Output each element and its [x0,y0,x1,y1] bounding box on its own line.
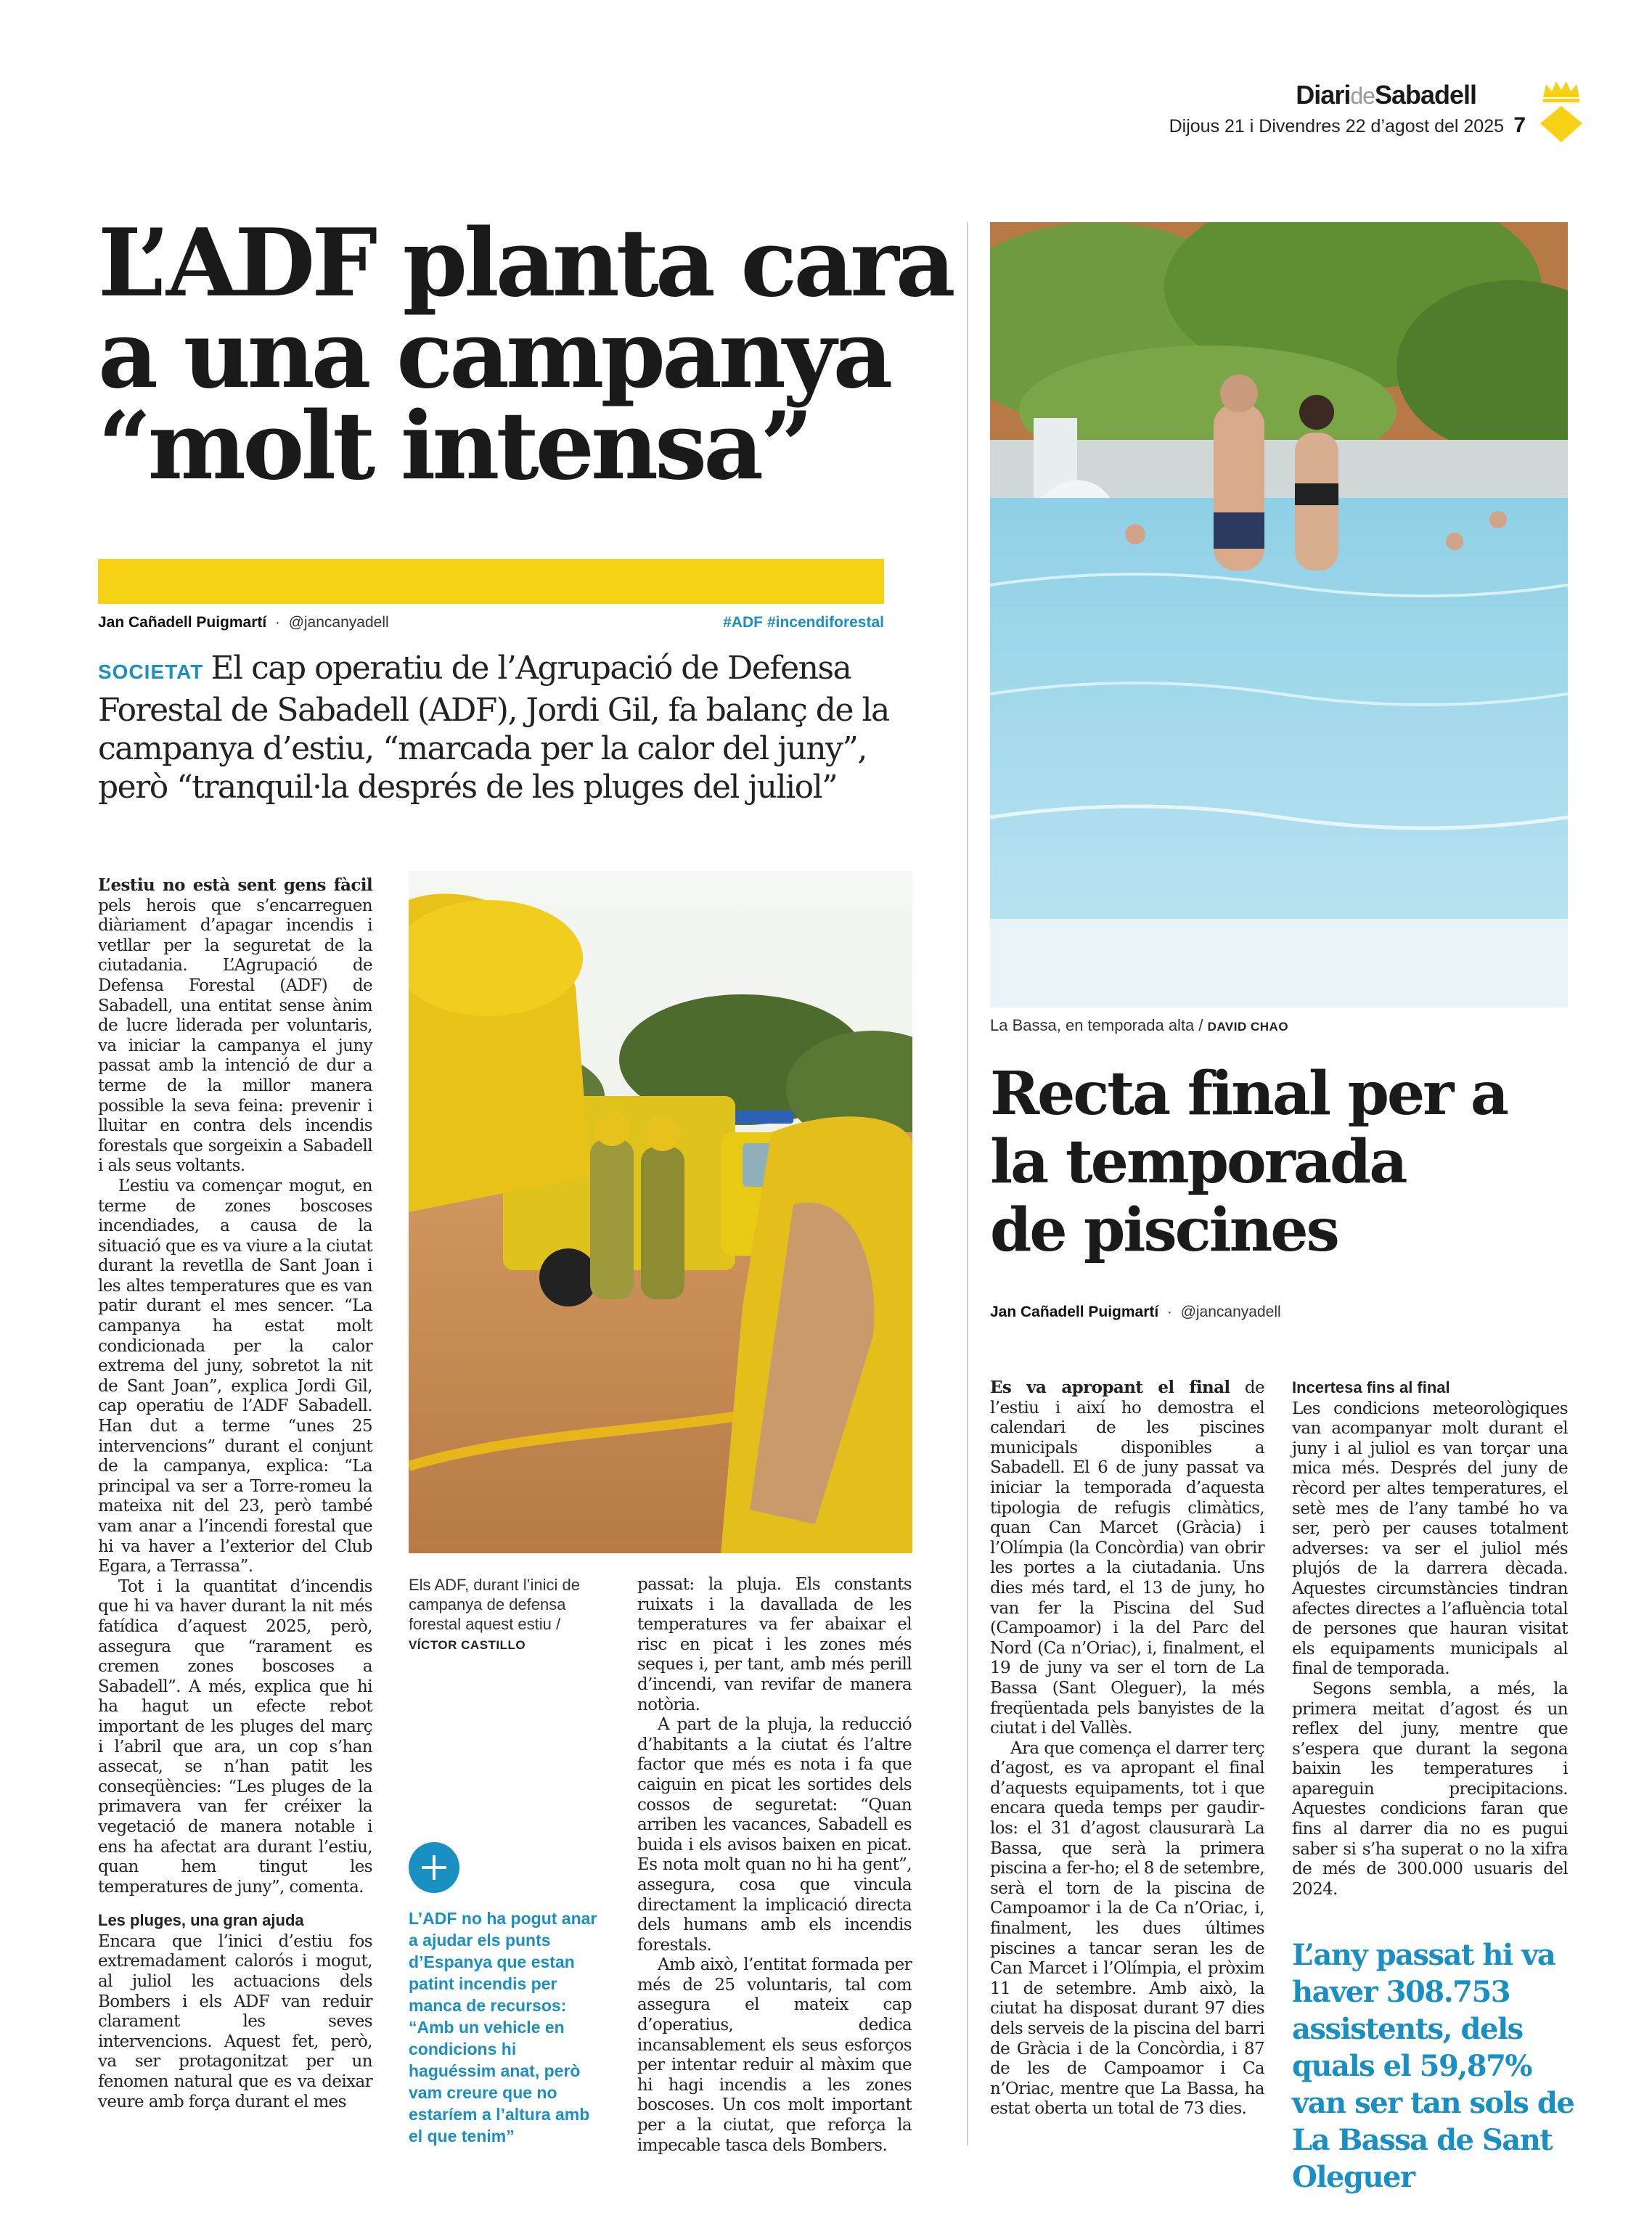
article-column [98,875,372,2112]
lead-in: Es va apropant el final [990,1378,1230,1397]
masthead [1077,75,1585,145]
column-divider [967,222,968,2146]
pool-photo-illustration [990,222,1568,1007]
paragraph: Tot i la quantitat d’incendis que hi va haver durant la nit més fatídica d’aquest 2025, però, assegura que “rarament es cremen zones boscoses a Sabadell”. A més, explica que hi ha hagut un efecte rebot important de les pluges del març i l’abril que ara, un cop s’han assecat, se n’han patit les conseqüències: “Les pluges de la primavera van fer créixer la vegetació de manera notable i ens ha afectat ara durant l’estiu, quan hem tingut les temperatures de juny”, comenta. [98,1576,372,1897]
headline-line: la temporada [990,1127,1406,1197]
section-label[interactable]: SOCIETAT [98,660,204,683]
photo-credit: VÍCTOR CASTILLO [409,1638,526,1652]
article-subhead [98,649,889,806]
secondary-headline [990,1060,1571,1264]
lead-in: L’estiu no està sent gens fàcil [98,875,372,895]
subhead-text: El cap operatiu de l’Agrupació de Defensa Forestal de Sabadell (ADF), Jordi Gil, fa balanç de la campanya d’estiu, “marcada per la calor del juny”, però “tranquil·la després de les pluges del juliol” [98,650,889,806]
author-handle[interactable]: @jancanyadell [1180,1304,1281,1320]
author-name: Jan Cañadell Puigmartí [990,1304,1159,1320]
paragraph: L’estiu va començar mogut, en terme de zones boscoses incendiades, a causa de la situació que es va viure a la ciutat durant la revetlla de Sant Joan i les altes temperatures que es van patir durant el mes sencer. “La campanya ha estat molt condicionada per la calor extrema del juny, sobretot la nit de Sant Joan”, explica Jordi Gil, cap operatiu de l’ADF Sabadell. Han dut a terme “unes 25 intervencions” durant el conjunt de la campanya, explica: “La principal va ser a Torre-romeu la mateixa nit del 23, però també vam anar a l’incendi forestal que hi va haver a l’exterior del Club Egara, a Terrassa”. [98,1176,372,1576]
paragraph: Segons sembla, a més, la primera meitat d’agost és un reflex del juny, mentre que s’espera que durant la segona baixin les temperatures i apareguin precipitacions. Aquestes condicions faran que fins al darrer dia no es pugui saber si s’ha superat o no la xifra de més de 300.000 usuaris del 2024. [1292,1679,1568,1899]
paragraph: L’estiu no està sent gens fàcil pels herois que s’encarreguen diàriament d’apagar incendis i vetllar per la seguretat de la ciutadania. L’Agrupació de Defensa Forestal (ADF) de Sabadell, una entitat sense ànim de lucre liderada per voluntaris, va iniciar la campanya el juny passat amb la intenció de dur a terme de la millor manera possible la seva feina: prevenir i lluitar en contra dels incendis forestals que sorgeixin a Sabadell i als seus voltants. [98,875,372,1176]
headline-line: L’ADF planta cara [98,209,952,318]
main-headline [98,209,952,501]
paragraph: Ara que comença el darrer terç d’agost, es va apropant el final d’aquests equipaments, tot i que encara queda temps per gaudir-los: el 31 d’agost clausurarà La Bassa, que serà la primera piscina a fer-ho; el 8 de setembre, serà el torn de la piscina de Campoamor i la de Ca n’Oriac, i, finalment, les dues últimes piscines a tancar seran les de Can Marcet i l’Olímpia, el pròxim 11 de setembre. Amb això, la ciutat ha disposat durant 97 dies dels serveis de la piscina del barri de Gràcia i de la Concòrdia, i 87 de les de Campoamor i Ca n’Oriac, mentre que La Bassa, ha estat oberta un total de 73 dies. [990,1738,1264,2119]
article-column [990,1378,1264,2119]
hashtags [697,614,884,631]
firefighters-photo[interactable] [409,871,912,1553]
plus-icon [409,1842,459,1893]
paragraph: Es va apropant el final de l’estiu i així ho demostra el calendari de les piscines municipals disponibles a Sabadell. El 6 de juny passat va iniciar la temporada d’aquesta tipologia de refugis climàtics, quan Can Marcet (Gràcia) i l’Olímpia (la Concòrdia) van obrir les portes a la ciutadania. Uns dies més tard, el 13 de juny, ho van fer la Piscina del Sud (Campoamor) i la del Parc del Nord (Ca n’Oriac), i, finalment, el 19 de juny va ser el torn de La Bassa (Sant Oleguer), la més freqüentada pels banyistes de la ciutat i del Vallès. [990,1378,1264,1738]
paragraph: Amb això, l’entitat formada per més de 25 voluntaris, tal com assegura el mateix cap d’operatius, dedica incansablement els seus esforços per intentar reduir al màxim que hi hagi incendis a les zones boscoses. Un cos molt important per a la ciutat, que reforça la impecable tasca dels Bombers. [637,1955,912,2155]
crosshead: Les pluges, una gran ajuda [98,1911,304,1930]
byline-separator: · [1166,1304,1172,1320]
city-crest-icon [1537,78,1585,144]
headline-line: de piscines [990,1195,1338,1265]
crosshead: Incertesa fins al final [1292,1378,1450,1396]
paragraph: Encara que l’inici d’estiu fos extremadament calorós i mogut, al juliol les actuacions dels Bombers i els ADF van reduir clarament les seves intervencions. Aquest fet, però, va ser protagonitzat per un fenomen natural que es va deixar veure amb força durant el mes [98,1931,372,2111]
paragraph: A part de la pluja, la reducció d’habitants a la ciutat és l’altre factor que més es nota i fa que caiguin en picat les sortides dels cossos de seguretat: “Quan arriben les vacances, Sabadell es buida i els avisos baixen en picat. Es nota molt quan no hi ha gent”, assegura, cosa que vincula directament la implicació directa dels humans amb els incendis forestals. [637,1715,912,1955]
pull-quote: L’any passat hi va haver 308.753 assistents, dels quals el 59,87% van ser tan sols de La Bassa de Sant Oleguer [1292,1938,1574,2194]
paragraph: passat: la pluja. Els constants ruixats i la davallada de les temperatures va fer abaixar el risc en picat i les zones més seques i, per tant, amb més perill d’incendi, van revifar de manera notòria. [637,1575,912,1714]
firefighters-photo-illustration [409,871,912,1553]
issue-date: Dijous 21 i Divendres 22 d’agost del 2025 [1169,116,1504,136]
headline-line: a una campanya [98,300,890,409]
caption-text: Els ADF, durant l’inici de campanya de defensa forestal aquest estiu / [409,1576,580,1633]
article-column [1292,1378,1568,1899]
author-name: Jan Cañadell Puigmartí [98,614,267,631]
credit-separator: / [1194,1016,1208,1034]
headline-accent-bar [98,559,884,604]
byline [990,1304,1281,1321]
page-number: 7 [1513,113,1526,137]
hashtag-link[interactable]: #ADF [723,614,763,631]
newspaper-brand[interactable]: DiarideSabadell [1296,80,1476,110]
pool-photo[interactable] [990,222,1568,1007]
article-column [637,1575,912,2156]
byline-separator: · [274,614,280,631]
headline-line: “molt intensa” [98,392,810,501]
photo-caption [409,1575,590,1655]
headline-line: Recta final per a [990,1059,1508,1129]
photo-credit: DAVID CHAO [1207,1020,1289,1034]
caption-text: La Bassa, en temporada alta [990,1016,1195,1034]
paragraph: Les condicions meteorològiques van acompanyar molt durant el juny i al juliol es van torçar una mica més. Després del juny de rècord per altes temperatures, el setè mes de l’any també ho va ser, però per causes totalment adverses: va ser el juliol més plujós de la darrera dècada. Aquestes circumstàncies tindran afectes directes a l’afluència total de persones que hauran visitat els equipaments municipals al final de temporada. [1292,1399,1568,1679]
author-handle[interactable]: @jancanyadell [288,614,389,631]
photo-caption [990,1016,1568,1035]
byline [98,614,389,631]
sidebar-note: L’ADF no ha pogut anar a ajudar els punts d’Espanya que estan patint incendis per manca de recursos: “Amb un vehicle en condicions hi haguéssim anat, però vam creure que no estaríem a l’altura amb el que tenim” [409,1909,597,2146]
hashtag-link[interactable]: #incendiforestal [766,614,884,631]
